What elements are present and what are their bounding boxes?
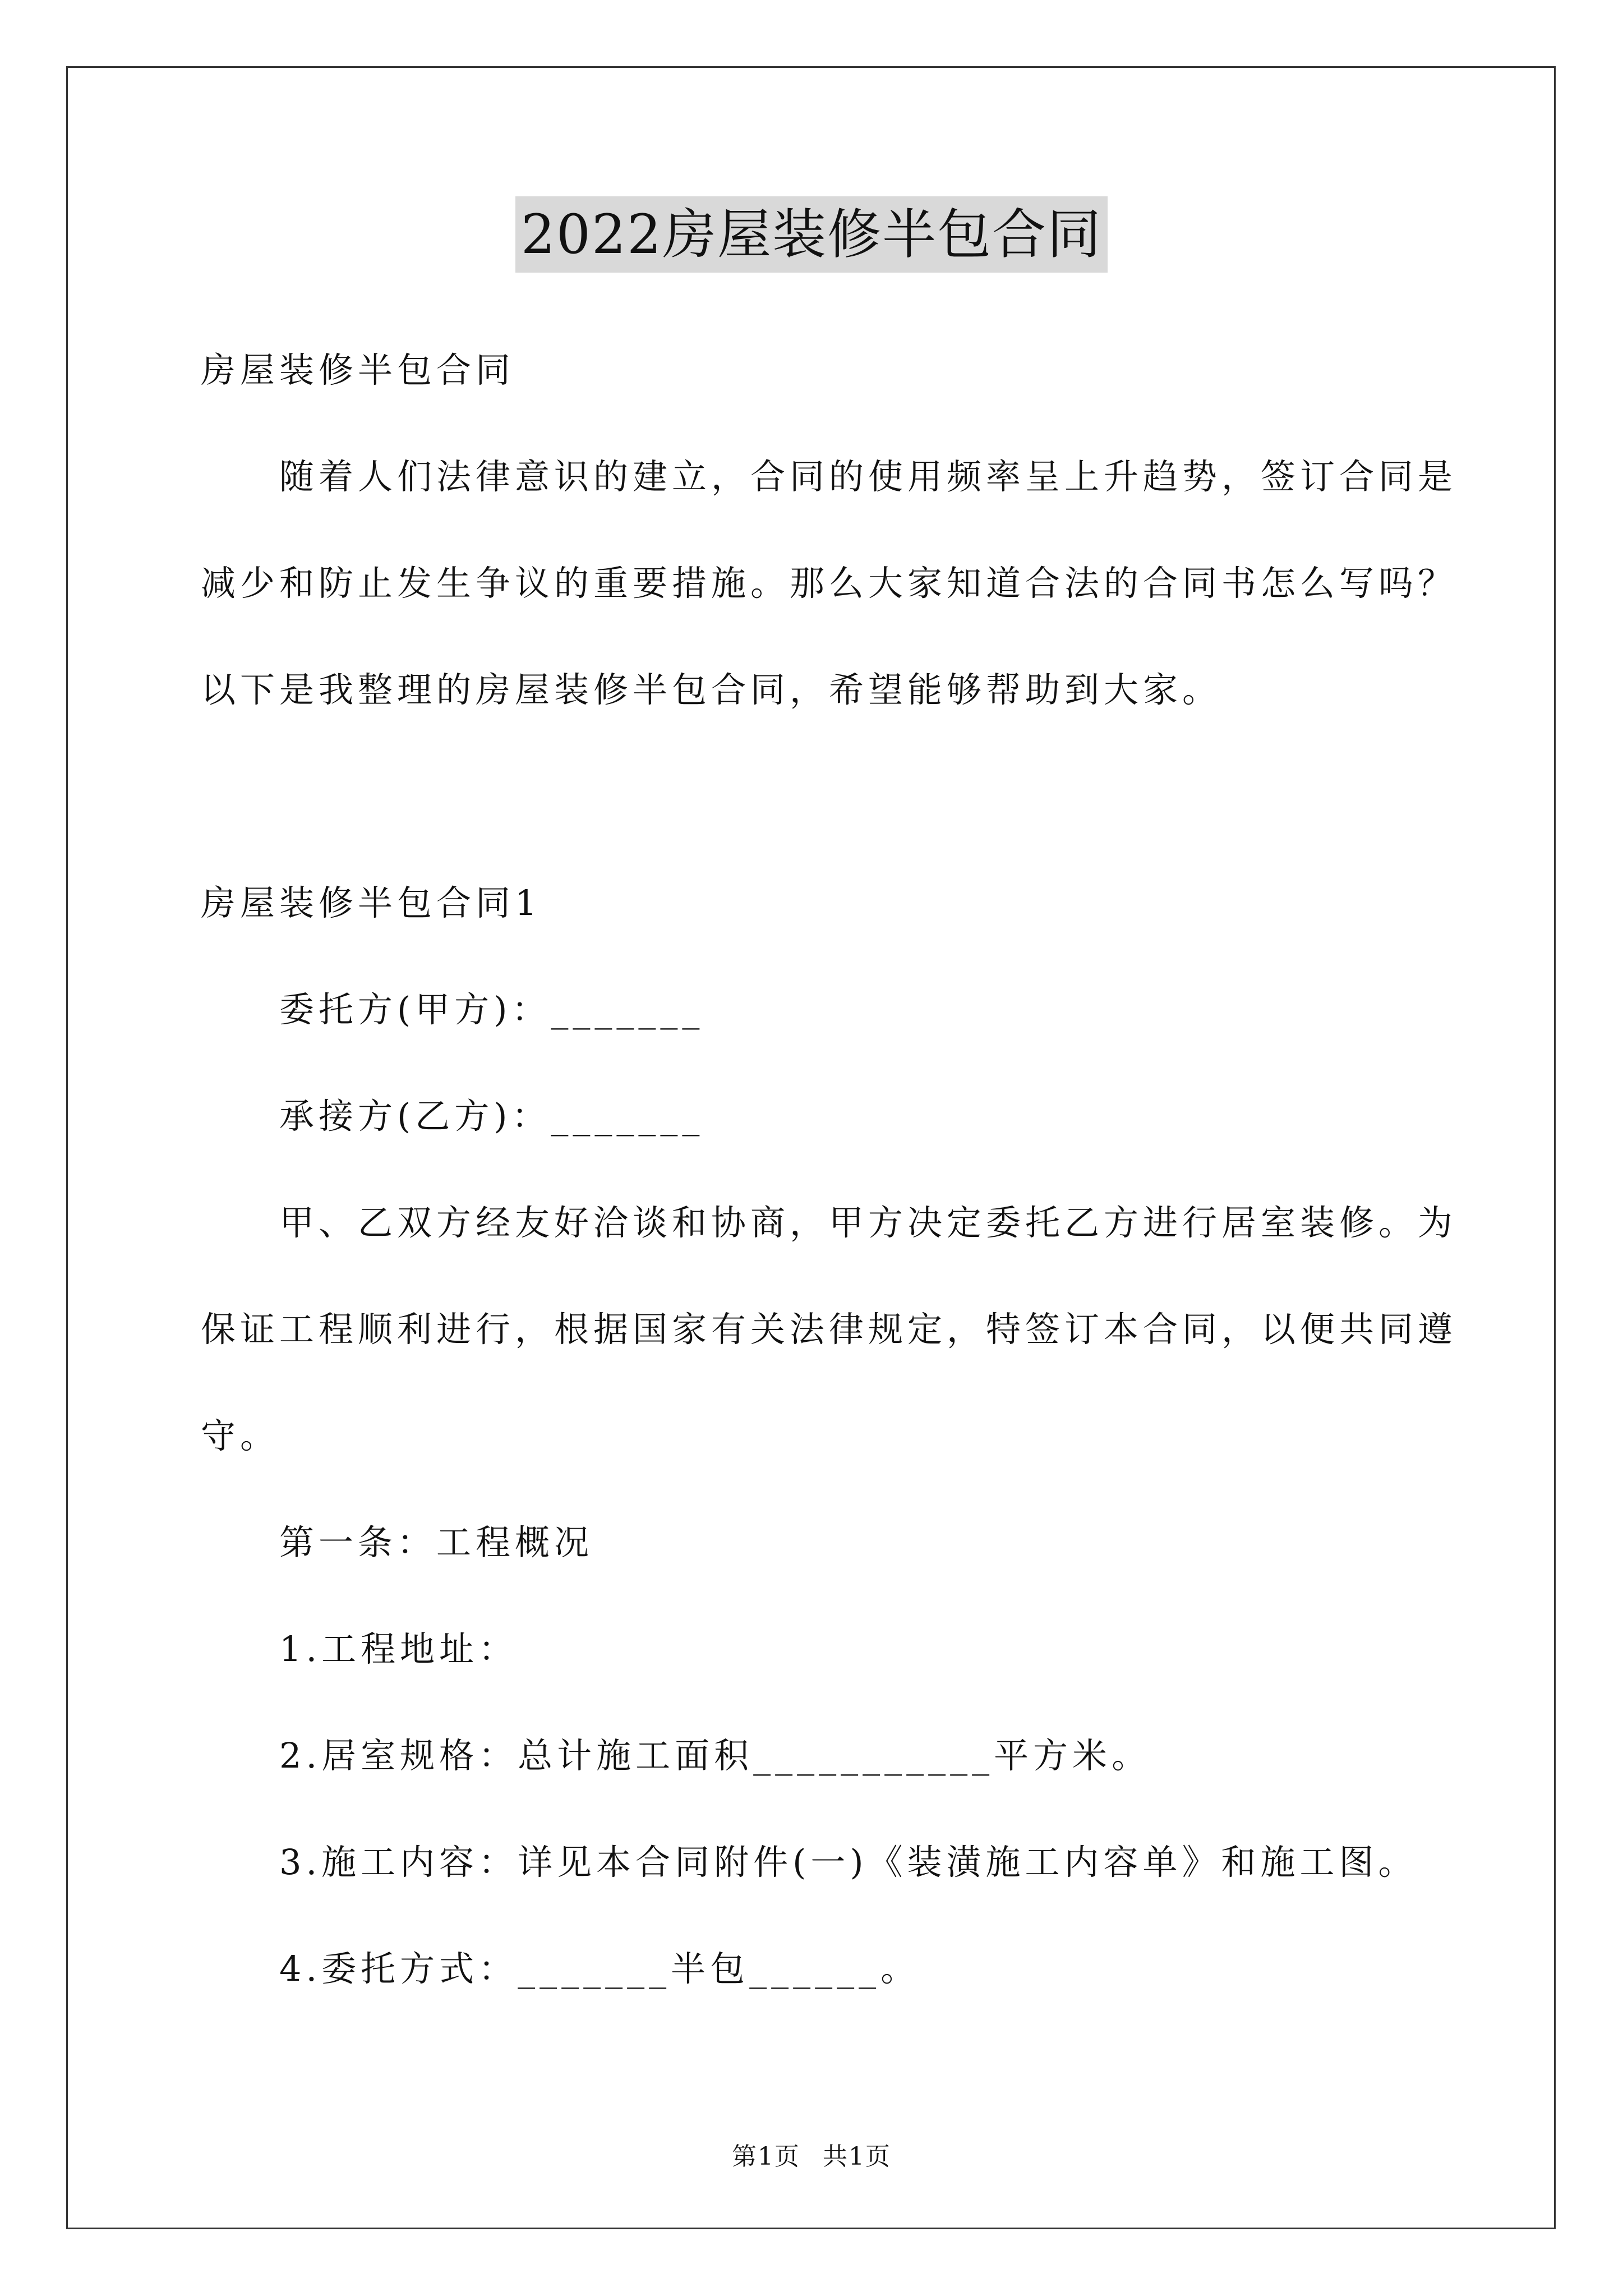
page-footer	[0, 2136, 1623, 2172]
document-title: 2022房屋装修半包合同	[515, 196, 1108, 273]
preamble-paragraph: 甲、乙双方经友好洽谈和协商，甲方决定委托乙方进行居室装修。为保证工程顺利进行，根据国家有关法律规定，特签订本合同，以便共同遵守。	[201, 1202, 1458, 1456]
title-container	[0, 196, 1623, 273]
section-title: 房屋装修半包合同1	[201, 882, 542, 923]
article-1-title: 第一条：工程概况	[279, 1522, 594, 1563]
item-2: 2.居室规格：总计施工面积___________平方米。	[279, 1735, 1151, 1776]
page-number: 第1页	[732, 2142, 800, 2171]
page-total: 共1页	[823, 2142, 891, 2171]
item-1: 1.工程地址：	[279, 1628, 518, 1669]
item-4: 4.委托方式：_______半包______。	[279, 1948, 920, 1989]
blank-line	[201, 770, 1491, 876]
document-body	[201, 343, 1491, 2049]
party-b-line: 承接方(乙方)：_______	[279, 1096, 704, 1137]
item-3: 3.施工内容：详见本合同附件(一)《装潢施工内容单》和施工图。	[279, 1842, 1418, 1883]
party-a-line: 委托方(甲方)：_______	[279, 989, 704, 1030]
document-subtitle: 房屋装修半包合同	[201, 349, 515, 390]
intro-paragraph: 随着人们法律意识的建立，合同的使用频率呈上升趋势，签订合同是减少和防止发生争议的重要措施。那么大家知道合法的合同书怎么写吗？以下是我整理的房屋装修半包合同，希望能够帮助到大家。	[201, 456, 1458, 710]
